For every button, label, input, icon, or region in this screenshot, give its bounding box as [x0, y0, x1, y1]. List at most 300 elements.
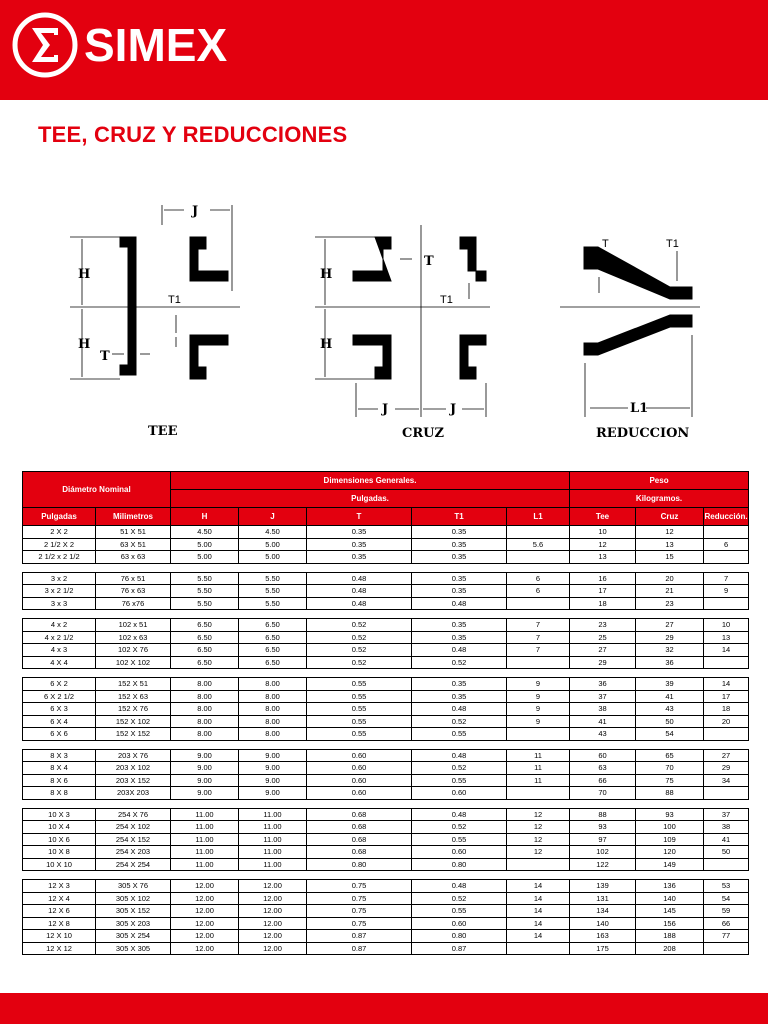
header-kilogramos: Kilogramos.	[570, 490, 749, 508]
table-cell: 152 X 51	[96, 678, 171, 691]
table-cell: 6.50	[239, 644, 307, 657]
table-cell: 0.35	[412, 585, 507, 598]
table-cell: 38	[570, 703, 636, 716]
table-cell: 305 X 152	[96, 905, 171, 918]
table-cell: 8.00	[171, 690, 239, 703]
table-cell: 27	[570, 644, 636, 657]
table-cell: 0.68	[307, 833, 412, 846]
table-cell: 0.48	[412, 597, 507, 610]
table-cell: 88	[570, 808, 636, 821]
table-cell: 6 X 2	[23, 678, 96, 691]
table-cell: 7	[507, 631, 570, 644]
spacer-cell	[23, 799, 749, 808]
table-cell: 156	[636, 917, 704, 930]
table-row	[23, 690, 749, 703]
table-cell: 102 x 63	[96, 631, 171, 644]
table-cell: 2 1/2 x 2 1/2	[23, 551, 96, 564]
table-cell: 11.00	[171, 858, 239, 871]
table-cell: 0.35	[412, 690, 507, 703]
col-milimetros: Milimetros	[96, 508, 171, 526]
table-cell: 11.00	[171, 808, 239, 821]
table-cell	[704, 656, 749, 669]
table-cell: 152 X 102	[96, 715, 171, 728]
table-cell: 254 X 254	[96, 858, 171, 871]
table-cell: 14	[704, 644, 749, 657]
fitting-diagrams	[0, 195, 768, 450]
table-cell: 97	[570, 833, 636, 846]
table-cell: 5.50	[171, 572, 239, 585]
table-cell: 10 X 3	[23, 808, 96, 821]
table-cell: 12.00	[239, 917, 307, 930]
table-cell: 8.00	[239, 703, 307, 716]
col-h: H	[171, 508, 239, 526]
table-cell: 11	[507, 774, 570, 787]
table-cell: 93	[570, 821, 636, 834]
table-cell: 0.35	[412, 551, 507, 564]
reduccion-t1-label: T1	[666, 238, 679, 250]
table-cell: 5.50	[239, 597, 307, 610]
table-cell: 0.48	[307, 597, 412, 610]
table-cell: 2 1/2 X 2	[23, 538, 96, 551]
table-cell: 203 X 102	[96, 762, 171, 775]
table-cell: 203 X 152	[96, 774, 171, 787]
spacer-cell	[23, 610, 749, 619]
table-cell: 208	[636, 942, 704, 955]
table-cell	[704, 942, 749, 955]
table-cell: 6.50	[239, 631, 307, 644]
table-cell: 5.50	[239, 572, 307, 585]
table-row	[23, 833, 749, 846]
table-cell: 14	[507, 917, 570, 930]
table-row	[23, 572, 749, 585]
table-cell: 8.00	[239, 715, 307, 728]
table-cell	[507, 787, 570, 800]
table-cell: 29	[570, 656, 636, 669]
table-cell: 43	[636, 703, 704, 716]
table-cell: 0.52	[307, 631, 412, 644]
table-cell: 0.87	[412, 942, 507, 955]
table-cell: 6	[507, 585, 570, 598]
table-cell: 12	[507, 821, 570, 834]
table-cell: 8 X 8	[23, 787, 96, 800]
table-cell: 4.50	[171, 526, 239, 539]
table-cell	[507, 858, 570, 871]
table-cell: 54	[704, 892, 749, 905]
cruz-t1-label: T1	[440, 294, 453, 306]
table-cell: 50	[636, 715, 704, 728]
table-cell: 18	[570, 597, 636, 610]
table-cell: 102 X 76	[96, 644, 171, 657]
table-cell: 8 X 6	[23, 774, 96, 787]
spacer-cell	[23, 669, 749, 678]
table-cell: 0.35	[412, 538, 507, 551]
table-cell: 8.00	[171, 703, 239, 716]
table-cell: 9.00	[239, 749, 307, 762]
table-cell: 12.00	[239, 905, 307, 918]
table-row	[23, 631, 749, 644]
table-cell: 12.00	[239, 942, 307, 955]
table-cell: 4 x 3	[23, 644, 96, 657]
table-cell: 41	[570, 715, 636, 728]
table-cell: 0.35	[307, 538, 412, 551]
table-cell: 2 X 2	[23, 526, 96, 539]
table-cell: 0.52	[307, 656, 412, 669]
table-cell: 131	[570, 892, 636, 905]
table-cell: 9.00	[239, 762, 307, 775]
table-cell: 12	[507, 808, 570, 821]
table-cell: 6.50	[239, 656, 307, 669]
table-cell: 38	[704, 821, 749, 834]
reduccion-t-label: T	[602, 238, 609, 250]
table-cell: 0.60	[307, 774, 412, 787]
table-cell: 122	[570, 858, 636, 871]
spacer-cell	[23, 871, 749, 880]
dimensions-table-wrap	[22, 471, 748, 955]
cruz-h-label: H	[320, 267, 333, 282]
table-cell: 23	[570, 619, 636, 632]
table-cell: 203 X 76	[96, 749, 171, 762]
table-cell: 0.60	[412, 846, 507, 859]
table-cell: 16	[570, 572, 636, 585]
table-cell: 63	[570, 762, 636, 775]
table-cell: 203X 203	[96, 787, 171, 800]
table-cell: 4 X 4	[23, 656, 96, 669]
table-cell: 0.80	[412, 930, 507, 943]
table-cell: 9.00	[171, 774, 239, 787]
header-banner	[0, 0, 768, 100]
col-tee: Tee	[570, 508, 636, 526]
cruz-t-label: T	[424, 254, 434, 269]
table-cell: 29	[704, 762, 749, 775]
group-spacer	[23, 799, 749, 808]
table-cell: 9	[704, 585, 749, 598]
table-cell	[704, 728, 749, 741]
table-cell: 102 x 51	[96, 619, 171, 632]
table-cell: 3 x 2 1/2	[23, 585, 96, 598]
table-cell: 12	[507, 846, 570, 859]
table-cell: 6.50	[171, 644, 239, 657]
table-cell: 0.35	[412, 678, 507, 691]
table-cell: 36	[570, 678, 636, 691]
table-cell: 9	[507, 703, 570, 716]
table-cell: 0.55	[307, 690, 412, 703]
table-cell	[704, 551, 749, 564]
table-cell: 4 x 2 1/2	[23, 631, 96, 644]
table-cell: 0.48	[412, 749, 507, 762]
group-spacer	[23, 669, 749, 678]
table-cell: 12 X 3	[23, 880, 96, 893]
table-cell: 140	[636, 892, 704, 905]
col-reduccion: Reducción.	[704, 508, 749, 526]
diagram-svg	[0, 195, 768, 450]
table-row	[23, 880, 749, 893]
table-cell: 5.50	[171, 597, 239, 610]
tee-j-label: J	[192, 204, 199, 219]
table-cell: 12.00	[171, 892, 239, 905]
table-cell: 11.00	[171, 833, 239, 846]
table-cell: 66	[704, 917, 749, 930]
table-cell: 0.55	[412, 833, 507, 846]
header-diametro: Diámetro Nominal	[23, 472, 171, 508]
table-cell: 11.00	[239, 833, 307, 846]
reduccion-l1-label: L1	[630, 401, 649, 416]
table-cell: 6 X 2 1/2	[23, 690, 96, 703]
table-cell: 8.00	[239, 690, 307, 703]
table-cell: 163	[570, 930, 636, 943]
table-cell: 9	[507, 715, 570, 728]
table-cell: 5.00	[239, 551, 307, 564]
table-cell: 0.55	[307, 728, 412, 741]
table-row	[23, 808, 749, 821]
table-cell: 0.52	[412, 821, 507, 834]
table-cell: 120	[636, 846, 704, 859]
brand-name: SIMEX	[84, 19, 228, 71]
table-cell: 0.48	[307, 585, 412, 598]
table-row	[23, 774, 749, 787]
table-cell: 39	[636, 678, 704, 691]
table-cell: 10	[704, 619, 749, 632]
table-cell: 27	[636, 619, 704, 632]
table-cell: 8.00	[171, 728, 239, 741]
dimensions-table	[22, 471, 749, 955]
table-cell: 139	[570, 880, 636, 893]
table-cell: 10 X 6	[23, 833, 96, 846]
table-cell	[507, 656, 570, 669]
table-cell: 0.35	[412, 526, 507, 539]
table-cell: 43	[570, 728, 636, 741]
tee-t1-label: T1	[168, 294, 181, 306]
table-cell: 20	[704, 715, 749, 728]
table-cell: 37	[704, 808, 749, 821]
table-cell: 0.87	[307, 942, 412, 955]
table-cell: 254 X 76	[96, 808, 171, 821]
table-cell	[507, 942, 570, 955]
table-cell: 63 x 63	[96, 551, 171, 564]
table-row	[23, 526, 749, 539]
table-cell: 10 X 10	[23, 858, 96, 871]
table-cell: 5.50	[239, 585, 307, 598]
table-cell: 305 X 102	[96, 892, 171, 905]
table-cell: 65	[636, 749, 704, 762]
table-cell: 8.00	[171, 678, 239, 691]
table-cell: 0.75	[307, 905, 412, 918]
table-cell: 12.00	[171, 930, 239, 943]
cruz-diagram	[315, 225, 490, 441]
table-cell: 134	[570, 905, 636, 918]
table-cell: 6.50	[171, 619, 239, 632]
table-cell: 11.00	[171, 821, 239, 834]
col-t1: T1	[412, 508, 507, 526]
table-cell: 254 X 102	[96, 821, 171, 834]
table-cell: 11.00	[239, 858, 307, 871]
table-cell: 102	[570, 846, 636, 859]
table-cell: 9.00	[171, 749, 239, 762]
table-cell: 305 X 305	[96, 942, 171, 955]
header-pulgadas-unit: Pulgadas.	[171, 490, 570, 508]
table-cell: 12	[507, 833, 570, 846]
table-cell: 0.75	[307, 917, 412, 930]
table-cell: 76 x 51	[96, 572, 171, 585]
table-cell: 0.68	[307, 821, 412, 834]
table-cell: 0.52	[412, 656, 507, 669]
table-cell: 20	[636, 572, 704, 585]
col-pulgadas: Pulgadas	[23, 508, 96, 526]
table-cell: 4.50	[239, 526, 307, 539]
table-cell: 100	[636, 821, 704, 834]
table-cell: 0.75	[307, 880, 412, 893]
table-cell: 9.00	[239, 787, 307, 800]
table-cell: 12.00	[171, 905, 239, 918]
table-cell: 0.35	[307, 526, 412, 539]
table-cell: 140	[570, 917, 636, 930]
table-cell: 18	[704, 703, 749, 716]
header-dimensiones: Dimensiones Generales.	[171, 472, 570, 490]
table-cell: 7	[507, 644, 570, 657]
table-cell: 152 X 152	[96, 728, 171, 741]
table-cell: 6	[704, 538, 749, 551]
table-cell: 12 X 4	[23, 892, 96, 905]
table-cell: 59	[704, 905, 749, 918]
table-cell: 12.00	[171, 880, 239, 893]
table-cell: 77	[704, 930, 749, 943]
tee-caption: TEE	[148, 424, 178, 439]
table-cell: 9.00	[171, 762, 239, 775]
table-cell: 70	[570, 787, 636, 800]
table-cell: 76 x 63	[96, 585, 171, 598]
table-row	[23, 656, 749, 669]
table-cell: 0.35	[307, 551, 412, 564]
table-row	[23, 597, 749, 610]
table-cell: 13	[570, 551, 636, 564]
table-cell: 14	[507, 905, 570, 918]
table-cell: 6 X 6	[23, 728, 96, 741]
table-cell: 145	[636, 905, 704, 918]
reduccion-caption: REDUCCION	[596, 426, 690, 441]
table-cell: 41	[636, 690, 704, 703]
table-cell: 11.00	[239, 808, 307, 821]
table-cell: 0.52	[412, 892, 507, 905]
table-cell: 0.55	[412, 774, 507, 787]
table-cell: 136	[636, 880, 704, 893]
table-cell: 5.00	[239, 538, 307, 551]
table-cell: 11.00	[239, 846, 307, 859]
table-cell: 13	[704, 631, 749, 644]
table-cell: 6 X 3	[23, 703, 96, 716]
table-row	[23, 644, 749, 657]
tee-h-label-2: H	[78, 337, 91, 352]
table-cell: 12 X 6	[23, 905, 96, 918]
table-cell: 25	[570, 631, 636, 644]
table-cell: 10	[570, 526, 636, 539]
table-cell: 12 X 12	[23, 942, 96, 955]
group-spacer	[23, 610, 749, 619]
table-cell: 12	[570, 538, 636, 551]
table-cell: 14	[507, 880, 570, 893]
table-cell: 0.75	[307, 892, 412, 905]
table-cell: 4 x 2	[23, 619, 96, 632]
table-cell: 6 X 4	[23, 715, 96, 728]
table-row	[23, 551, 749, 564]
table-cell: 5.6	[507, 538, 570, 551]
table-cell: 75	[636, 774, 704, 787]
table-cell: 0.52	[412, 762, 507, 775]
table-cell: 152 X 63	[96, 690, 171, 703]
table-cell: 0.80	[412, 858, 507, 871]
table-row	[23, 846, 749, 859]
tee-t-label: T	[100, 349, 110, 364]
group-spacer	[23, 740, 749, 749]
table-cell: 305 X 254	[96, 930, 171, 943]
col-t: T	[307, 508, 412, 526]
table-cell: 5.50	[171, 585, 239, 598]
header-peso: Peso	[570, 472, 749, 490]
table-cell: 50	[704, 846, 749, 859]
table-body	[23, 526, 749, 955]
table-cell: 0.35	[412, 572, 507, 585]
table-cell: 60	[570, 749, 636, 762]
table-cell: 0.80	[307, 858, 412, 871]
table-cell: 12 X 8	[23, 917, 96, 930]
table-cell	[507, 728, 570, 741]
table-row	[23, 619, 749, 632]
brand-logo	[12, 12, 227, 78]
table-cell: 102 X 102	[96, 656, 171, 669]
spacer-cell	[23, 563, 749, 572]
table-cell: 0.35	[412, 631, 507, 644]
table-row	[23, 749, 749, 762]
table-cell: 149	[636, 858, 704, 871]
table-cell: 5.00	[171, 551, 239, 564]
reduccion-diagram	[560, 238, 700, 441]
table-cell: 152 X 76	[96, 703, 171, 716]
table-cell: 0.48	[307, 572, 412, 585]
table-cell	[704, 526, 749, 539]
table-cell: 11	[507, 762, 570, 775]
col-j: J	[239, 508, 307, 526]
table-cell	[704, 787, 749, 800]
table-cell: 0.52	[307, 644, 412, 657]
table-cell: 36	[636, 656, 704, 669]
table-row	[23, 905, 749, 918]
table-cell: 10 X 4	[23, 821, 96, 834]
table-cell: 0.60	[307, 749, 412, 762]
table-cell: 305 X 203	[96, 917, 171, 930]
table-cell: 17	[570, 585, 636, 598]
table-cell: 0.60	[307, 762, 412, 775]
table-cell: 12 X 10	[23, 930, 96, 943]
table-cell: 13	[636, 538, 704, 551]
table-cell: 12.00	[171, 942, 239, 955]
table-row	[23, 728, 749, 741]
table-cell: 0.35	[412, 619, 507, 632]
table-cell: 9.00	[171, 787, 239, 800]
table-row	[23, 538, 749, 551]
table-cell	[704, 858, 749, 871]
tee-diagram	[70, 204, 240, 439]
table-row	[23, 678, 749, 691]
table-cell: 0.48	[412, 880, 507, 893]
table-cell: 0.48	[412, 703, 507, 716]
cruz-j-label-2: J	[450, 402, 457, 417]
table-cell: 21	[636, 585, 704, 598]
table-row	[23, 715, 749, 728]
table-cell: 93	[636, 808, 704, 821]
table-cell: 0.55	[412, 905, 507, 918]
table-cell: 14	[704, 678, 749, 691]
table-cell: 0.52	[412, 715, 507, 728]
table-cell: 8.00	[239, 678, 307, 691]
table-cell: 9	[507, 690, 570, 703]
